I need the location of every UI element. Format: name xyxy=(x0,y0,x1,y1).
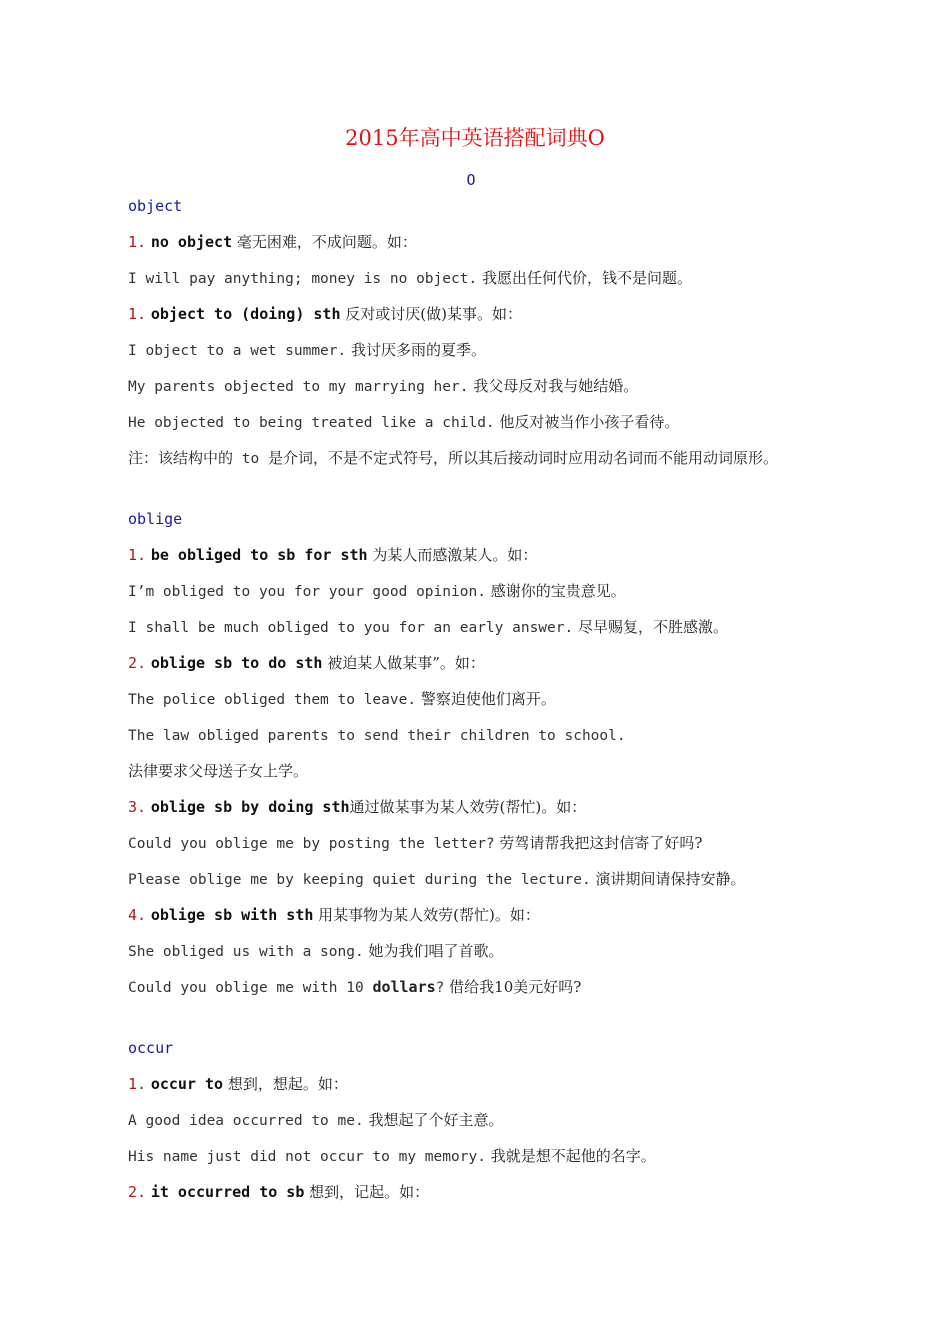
page-title: 2015年高中英语搭配词典O xyxy=(345,126,605,150)
example-line xyxy=(128,1146,918,1182)
phrase: oblige sb to do sth xyxy=(150,654,323,672)
example-line xyxy=(128,761,918,797)
phrase: no object xyxy=(150,233,233,251)
example-zh: 我想起了个好主意。 xyxy=(363,1111,504,1129)
sense-number: 2. xyxy=(128,654,147,672)
meaning: 通过做某事为某人效劳(帮忙)。如： xyxy=(349,798,587,816)
sense-line xyxy=(128,1182,918,1218)
example-zh: 尽早赐复，不胜感激。 xyxy=(573,618,728,636)
sense-number: 3. xyxy=(128,798,147,816)
example-zh: 我就是想不起他的名字。 xyxy=(485,1147,656,1165)
example-zh: 演讲期间请保持安静。 xyxy=(590,870,746,888)
example-zh: 我讨厌多雨的夏季。 xyxy=(346,341,487,359)
example-zh: 感谢你的宝贵意见。 xyxy=(485,582,626,600)
meaning: 反对或讨厌(做)某事。如： xyxy=(340,305,522,323)
sense-line xyxy=(128,545,918,581)
example-en: ? xyxy=(435,980,445,996)
example-line xyxy=(128,977,918,1013)
meaning: 想到，想起。如： xyxy=(223,1075,348,1093)
sense-number: 2. xyxy=(128,1183,147,1201)
phrase: oblige sb by doing sth xyxy=(150,798,350,816)
example-en: My parents objected to my marrying her. xyxy=(128,379,469,395)
example-en: I will pay anything; money is no object. xyxy=(128,271,478,287)
example-zh: 我父母反对我与她结婚。 xyxy=(468,377,639,395)
example-line xyxy=(128,833,918,869)
example-en: A good idea occurred to me. xyxy=(128,1113,364,1129)
section-letter: O xyxy=(466,171,476,189)
example-en-bold: dollars xyxy=(372,978,436,996)
example-en: Please oblige me by keeping quiet during the lecture. xyxy=(128,872,591,888)
example-zh: 劳驾请帮我把这封信寄了好吗? xyxy=(494,834,703,852)
sense-line xyxy=(128,653,918,689)
example-zh: 他反对被当作小孩子看待。 xyxy=(494,413,680,431)
meaning: 毫无困难，不成问题。如： xyxy=(232,233,417,251)
example-line xyxy=(128,268,918,304)
phrase: be obliged to sb for sth xyxy=(150,546,368,564)
meaning: 用某事物为某人效劳(帮忙)。如： xyxy=(313,906,540,924)
example-zh: 警察迫使他们离开。 xyxy=(416,690,556,708)
example-en: I object to a wet summer. xyxy=(128,343,347,359)
example-line xyxy=(128,869,918,905)
dictionary-content xyxy=(128,196,918,1218)
phrase: it occurred to sb xyxy=(150,1183,305,1201)
example-line xyxy=(128,1110,918,1146)
usage-note xyxy=(128,448,918,484)
sense-number: 1. xyxy=(128,233,147,251)
example-line xyxy=(128,689,918,725)
meaning: 为某人而感激某人。如： xyxy=(367,546,538,564)
example-en: His name just did not occur to my memory. xyxy=(128,1149,486,1165)
example-zh: 她为我们唱了首歌。 xyxy=(363,942,504,960)
example-en: She obliged us with a song. xyxy=(128,944,364,960)
sense-number: 1. xyxy=(128,1075,147,1093)
sense-line xyxy=(128,905,918,941)
example-en: The police obliged them to leave. xyxy=(128,692,417,708)
spacer xyxy=(128,1013,918,1038)
phrase: oblige sb with sth xyxy=(150,906,314,924)
sense-line xyxy=(128,1074,918,1110)
entry-head-oblige: oblige xyxy=(128,510,183,528)
entry-head-occur: occur xyxy=(128,1039,174,1057)
example-zh: 我愿出任何代价，钱不是问题。 xyxy=(477,269,692,287)
example-line xyxy=(128,376,918,412)
note-text: 是介词，不是不定式符号，所以其后接动词时应用动名词而不能用动词原形。 xyxy=(267,449,778,467)
note-text: 注：该结构中的 xyxy=(128,449,234,467)
spacer xyxy=(128,484,918,509)
sense-number: 4. xyxy=(128,906,147,924)
sense-line xyxy=(128,304,918,340)
example-en: He objected to being treated like a child. xyxy=(128,415,495,431)
example-line xyxy=(128,941,918,977)
example-line xyxy=(128,725,918,761)
sense-line xyxy=(128,232,918,268)
example-zh: 法律要求父母送子女上学。 xyxy=(128,762,309,780)
example-en: The law obliged parents to send their children to school. xyxy=(128,728,626,744)
example-line xyxy=(128,581,918,617)
note-keyword: to xyxy=(233,451,268,467)
example-zh: 借给我10美元好吗? xyxy=(444,978,582,996)
sense-line xyxy=(128,797,918,833)
entry-head-object: object xyxy=(128,197,183,215)
phrase: occur to xyxy=(150,1075,224,1093)
example-en: I’m obliged to you for your good opinion. xyxy=(128,584,486,600)
example-line xyxy=(128,340,918,376)
sense-number: 1. xyxy=(128,305,147,323)
sense-number: 1. xyxy=(128,546,147,564)
example-en: Could you oblige me with 10 xyxy=(128,980,373,996)
example-en: Could you oblige me by posting the letter? xyxy=(128,836,495,852)
meaning: 被迫某人做某事”。如： xyxy=(322,654,485,672)
example-line xyxy=(128,412,918,448)
phrase: object to (doing) sth xyxy=(150,305,341,323)
example-line xyxy=(128,617,918,653)
meaning: 想到，记起。如： xyxy=(304,1183,430,1201)
example-en: I shall be much obliged to you for an early answer. xyxy=(128,620,574,636)
